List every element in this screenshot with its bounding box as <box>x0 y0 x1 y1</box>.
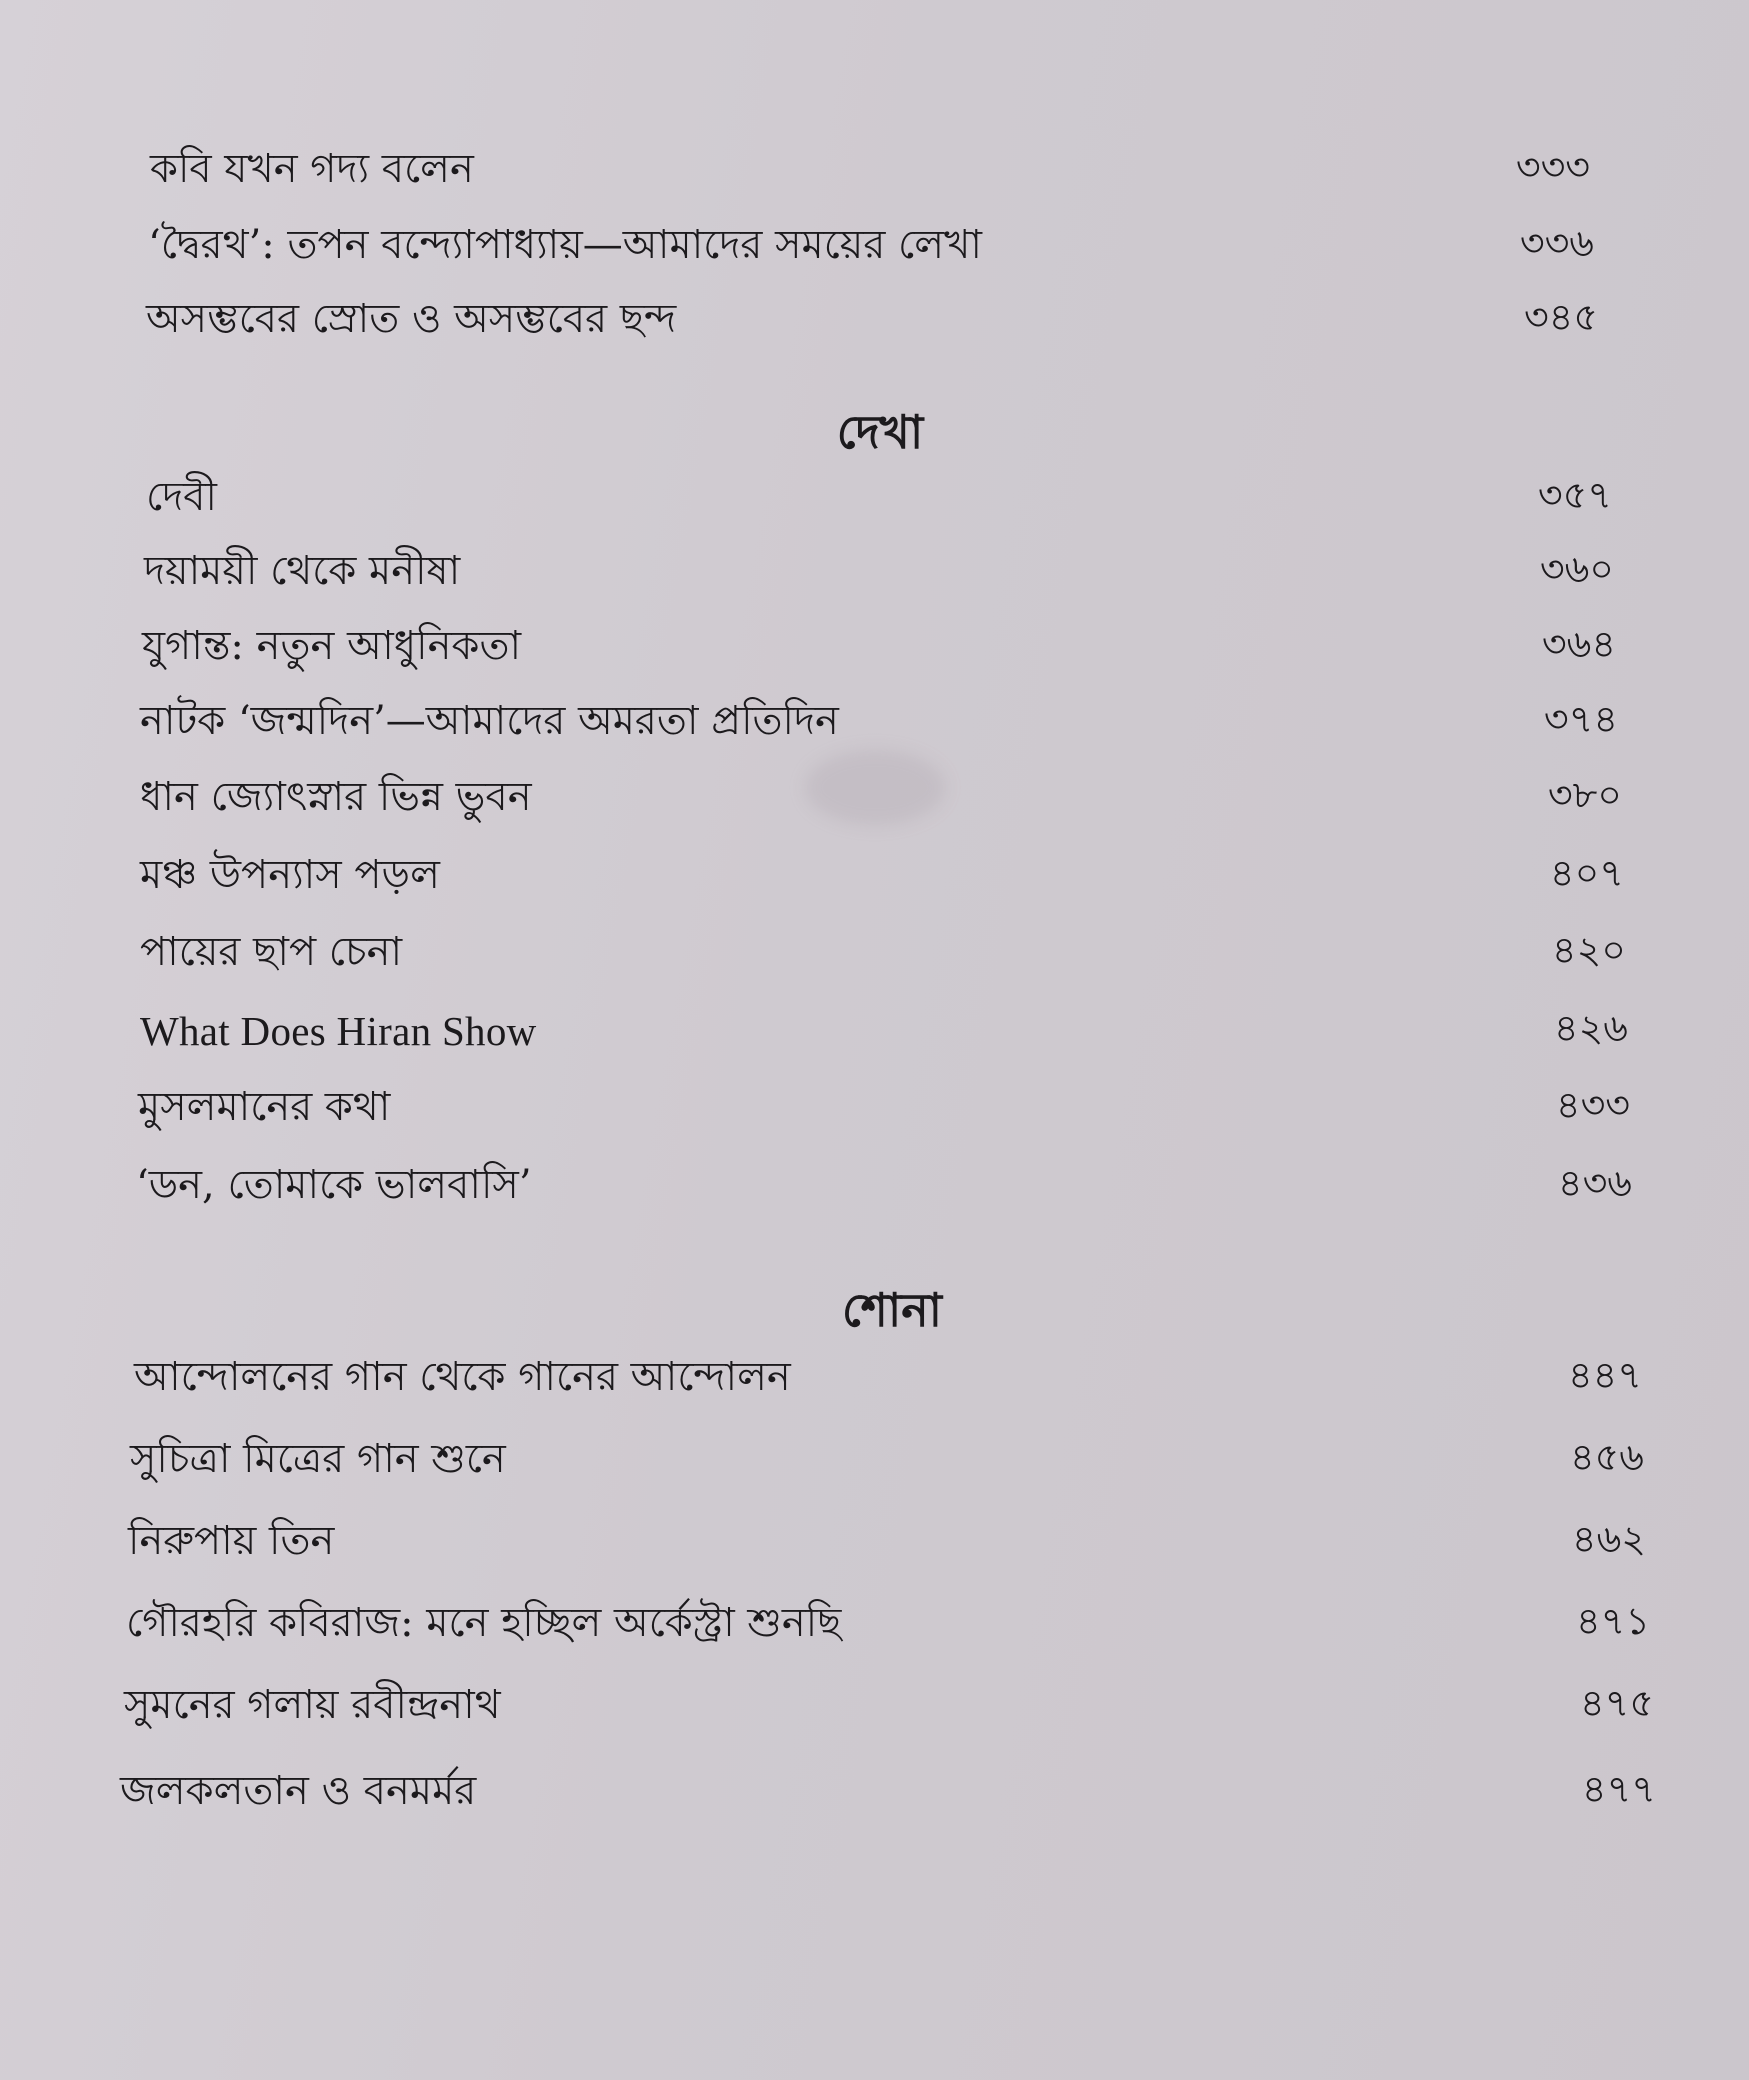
entry-page-number: ৪২০ <box>1551 928 1626 972</box>
entry-title: আন্দোলনের গান থেকে গানের আন্দোলন <box>134 1353 791 1400</box>
toc-entry <box>140 846 1624 906</box>
toc-entry <box>130 1430 1644 1490</box>
entry-page-number: ৩৩৩ <box>1515 145 1590 189</box>
entry-title: গৌরহরি কবিরাজ: মনে হচ্ছিল অর্কেস্ট্রা শুনছি <box>126 1599 842 1646</box>
entry-page-number: ৪৭৭ <box>1581 1767 1656 1811</box>
entry-title: ‘ডন, তোমাকে ভালবাসি’ <box>136 1161 532 1208</box>
toc-entry <box>138 1078 1630 1138</box>
toc-entry <box>120 1762 1656 1822</box>
entry-title: ধান জ্যোৎস্নার ভিন্ন ভুবন <box>140 773 532 820</box>
toc-entry <box>144 542 1614 602</box>
toc-entry <box>146 468 1612 528</box>
entry-title: দয়াময়ী থেকে মনীষা <box>144 547 461 594</box>
entry-page-number: ৪৪৭ <box>1567 1353 1642 1397</box>
toc-entry <box>124 1676 1654 1736</box>
toc-entry <box>140 923 1626 983</box>
entry-title: জলকলতান ও বনমর্মর <box>120 1767 477 1814</box>
toc-entry <box>150 140 1590 200</box>
entry-page-number: ৪৩৩ <box>1555 1083 1630 1127</box>
entry-title: কবি যখন গদ্য বলেন <box>150 145 474 192</box>
entry-page-number: ৪৫৬ <box>1569 1435 1644 1479</box>
entry-page-number: ৪৭১ <box>1575 1599 1650 1643</box>
entry-title: অসম্ভবের স্রোত ও অসম্ভবের ছন্দ <box>146 295 677 342</box>
entry-title: নাটক ‘জন্মদিন’—আমাদের অমরতা প্রতিদিন <box>140 697 839 744</box>
entry-title: সুমনের গলায় রবীন্দ্রনাথ <box>124 1681 501 1728</box>
entry-title: মঞ্চ উপন্যাস পড়ল <box>140 851 440 898</box>
section-heading-dekha: দেখা <box>836 405 924 459</box>
entry-page-number: ৩৫৭ <box>1537 473 1612 517</box>
entry-title: ‘দ্বৈরথ’: তপন বন্দ্যোপাধ্যায়—আমাদের সময়ের লেখা <box>148 221 982 268</box>
toc-entry <box>148 216 1594 276</box>
entry-page-number: ৪৭৫ <box>1579 1681 1654 1725</box>
entry-page-number: ৪৬২ <box>1571 1517 1646 1561</box>
entry-page-number: ৩৪৫ <box>1523 295 1598 339</box>
toc-entry <box>136 1156 1632 1216</box>
toc-entry <box>134 1348 1642 1408</box>
toc-entry <box>140 768 1622 828</box>
entry-page-number: ৩৬০ <box>1539 547 1614 591</box>
entry-page-number: ৩৮০ <box>1547 773 1622 817</box>
toc-entry <box>140 1001 1628 1061</box>
entry-page-number: ৪২৬ <box>1553 1006 1628 1050</box>
toc-entry <box>146 290 1598 350</box>
entry-page-number: ৪০৭ <box>1549 851 1624 895</box>
entry-page-number: ৩৬৪ <box>1541 622 1616 666</box>
toc-entry <box>140 692 1618 752</box>
entry-title: যুগান্ত: নতুন আধুনিকতা <box>142 622 522 669</box>
entry-title: নিরুপায় তিন <box>128 1517 335 1564</box>
entry-page-number: ৪৩৬ <box>1557 1161 1632 1205</box>
toc-entry <box>126 1594 1650 1654</box>
entry-title: সুচিত্রা মিত্রের গান শুনে <box>130 1435 506 1482</box>
entry-page-number: ৩৩৬ <box>1519 221 1594 265</box>
entry-page-number: ৩৭৪ <box>1543 697 1618 741</box>
toc-entry <box>142 617 1616 677</box>
section-heading-shona: শোনা <box>841 1283 943 1337</box>
toc-entry <box>128 1512 1646 1572</box>
entry-title: What Does Hiran Show <box>140 1008 537 1054</box>
entry-title: পায়ের ছাপ চেনা <box>140 928 403 975</box>
entry-title: মুসলমানের কথা <box>138 1083 391 1130</box>
entry-title: দেবী <box>146 473 217 520</box>
